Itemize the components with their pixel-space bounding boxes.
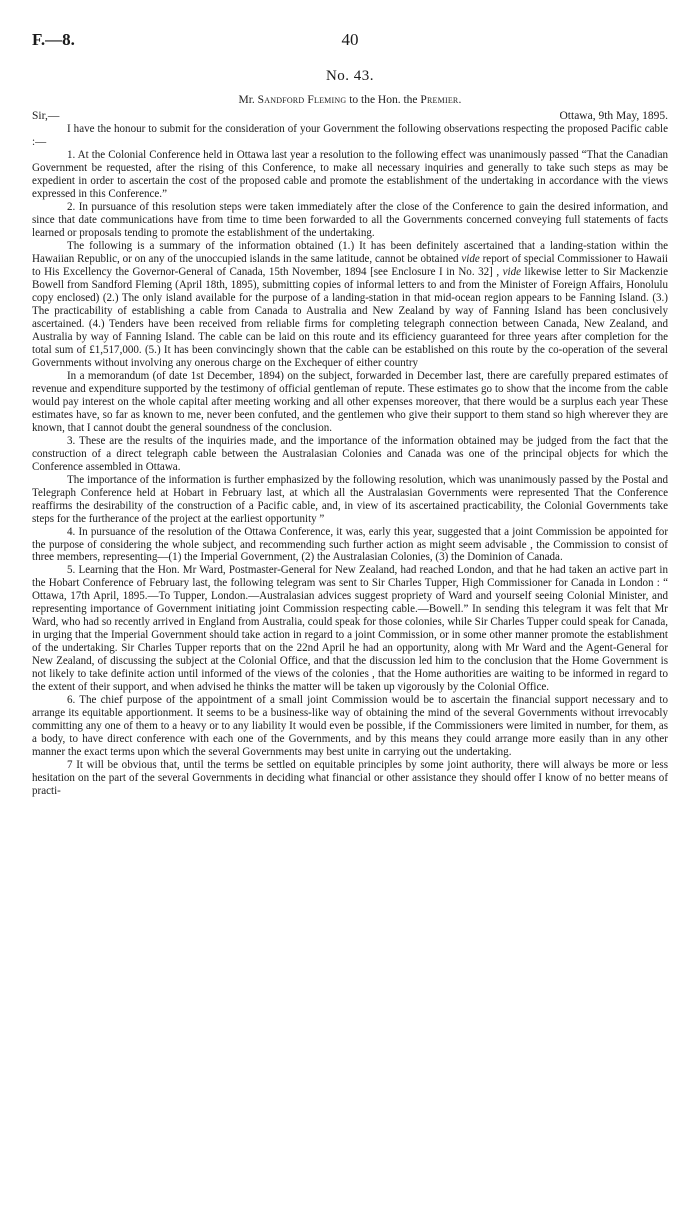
page-header	[32, 30, 668, 52]
paragraph-3: 3. These are the results of the inquiries made, and the importance of the information obtained may be judged from the fact that the construction of a direct telegraph cable between the Australasian Colonies and Canada was one of the principal objects for which the Conference assembled in Ottawa.	[32, 434, 668, 473]
salutation: Sir,—	[32, 110, 60, 122]
document-page	[32, 30, 668, 798]
heading-prefix: Mr.	[238, 94, 258, 106]
heading-recipient: Premier.	[420, 94, 462, 106]
paragraph-2: 2. In pursuance of this resolution steps were taken immediately after the close of the Conference to gain the desired information, and since that date communications have from time to time been forwarded to all the Governments concerned conveying full statements of facts learned or proposals tending to promote the establishment of the undertaking.	[32, 200, 668, 239]
letter-heading	[32, 94, 668, 106]
page-number: 40	[341, 30, 359, 49]
paragraph-5: 5. Learning that the Hon. Mr Ward, Postmaster-General for New Zealand, had reached London, and that he had taken an active part in the Hobart Conference of February last, the following telegram was sent to Sir Charles Tupper, High Commissioner for Canada in London : “ Ottawa, 17th April, 1895.—To Tupper, London.—Australasian advices suggest propriety of Ward and yourself seeing Colonial Minister, and representing importance of Government initiating joint Commission respecting cable.—Bowell.” In sending this telegram it was felt that Mr Ward, who had so recently arrived in England from Australia, could speak for those colonies, while Sir Charles Tupper could speak for Canada, in urging that the Imperial Government should take action in regard to a joint Commission, or in some other manner promote the establishment of the undertaking. Sir Charles Tupper reports that on the 22nd April he had an opportunity, along with Mr Ward and the Agent-General for New Zealand, of discussing the subject at the Colonial Office, and that the discussion led him to the conclusion that the Home Government is not likely to take definite action until informed of the views of the colonies , that the Home authorities are waiting to be informed in regard to the extent of their support, and when advised he thinks the matter will be taken up vigorously by the Colonial Office.	[32, 564, 668, 694]
document-number: No. 43.	[325, 68, 375, 84]
paragraph-7: 7 It will be obvious that, until the terms be settled on equitable principles by some joint authority, there will always be more or less hesitation on the part of the several Governments in deciding what financial or other assistance they should offer I know of no better means of practi-	[32, 759, 668, 798]
vide-reference: vide	[502, 265, 522, 278]
heading-sender: Sandford Fleming	[257, 94, 347, 106]
paragraph-intro: I have the honour to submit for the consideration of your Government the following observations respecting the proposed Pacific cable :—	[32, 123, 668, 148]
paragraph-summary: The following is a summary of the information obtained (1.) It has been definitely ascertained that a landing-station within the Hawaiian Republic, or on any of the unoccupied islands in the same latitude, cannot be obtained vide report of special Commissioner to Hawaii to His Excellency the Governor-General of Canada, 15th November, 1894 [see Enclosure I in No. 32] , vide likewise letter to Sir Mackenzie Bowell from Sandford Fleming (April 18th, 1895), submitting copies of informal letters to and from the Minister of Foreign Affairs, Honolulu copy enclosed) (2.) The only island available for the purpose of a landing-station in that mid-ocean region appears to be Fanning Island. (3.) The practicability of establishing a cable from Canada to Australia and New Zealand by way of Fanning Island has been conclusively ascertained. (4.) Tenders have been received from reliable firms for completing telegraph connection between Canada, New Zealand, and Australia by way of Fanning Island. The cable can be laid on this route and its efficiency guaranteed for three years after completion for the total sum of £1,517,000. (5.) It has been convincingly shown that the cable can be established on this route by the co-operation of the several Governments without involving any onerous charge on the Exchequer of either country	[32, 239, 668, 369]
paragraph-memorandum: In a memorandum (of date 1st December, 1894) on the subject, forwarded in December last, there are carefully prepared estimates of revenue and expenditure supported by the testimony of official gentleman of repute. These estimates go to show that the income from the cable would pay interest on the whole capital after meeting working and all other expenses moreover, that there would be a surplus each year These estimates have, so far as known to me, never been confuted, and the gentlemen who give their support to them stand so high wherever they are known, that I cannot doubt the general soundness of the conclusion.	[32, 369, 668, 434]
paragraph-1: 1. At the Colonial Conference held in Ottawa last year a resolution to the following effect was unanimously passed “That the Canadian Government be requested, after the rising of this Conference, to make all necessary inquiries and generally to take such steps as may be expedient in order to ascertain the cost of the proposed cable and promote the establishment of the undertaking in accordance with the views expressed in this Conference.”	[32, 148, 668, 200]
place-date: Ottawa, 9th May, 1895.	[559, 110, 668, 122]
document-reference: F.—8.	[32, 30, 75, 49]
paragraph-hobart-resolution: The importance of the information is further emphasized by the following resolution, which was unanimously passed by the Postal and Telegraph Conference held at Hobart in February last, at which all the Australasian Governments were represented That the Conference reaffirms the desirability of the construction of a Pacific cable, and, in view of its ascertained practicability, the Colonial Governments take steps for the furtherance of the project at the earliest opportunity ”	[32, 473, 668, 525]
vide-reference: vide	[461, 252, 480, 265]
heading-middle: to the Hon. the	[346, 94, 421, 106]
paragraph-6: 6. The chief purpose of the appointment of a small joint Commission would be to ascertain the financial support necessary and to arrange its equitable apportionment. It seems to be a business-like way of obtaining the mind of the several Governments without irrevocably committing any one of them to a heavy or to any liability It would even be possible, if the Commissioners were limited in number, for them, as a body, to have direct conference with each one of the Governments, and by this means they could arrange more easily than in any other manner the exact terms upon which the several Governments may best unite in carrying out the undertaking.	[32, 694, 668, 759]
paragraph-4: 4. In pursuance of the resolution of the Ottawa Conference, it was, early this year, suggested that a joint Commission be appointed for the purpose of considering the whole subject, and recommending such further action as might seem advisable , the Commission to consist of three members, representing—(1) the Imperial Government, (2) the Australasian Colonies, (3) the Dominion of Canada.	[32, 525, 668, 564]
salutation-row	[32, 110, 668, 122]
letter-body	[32, 123, 668, 798]
